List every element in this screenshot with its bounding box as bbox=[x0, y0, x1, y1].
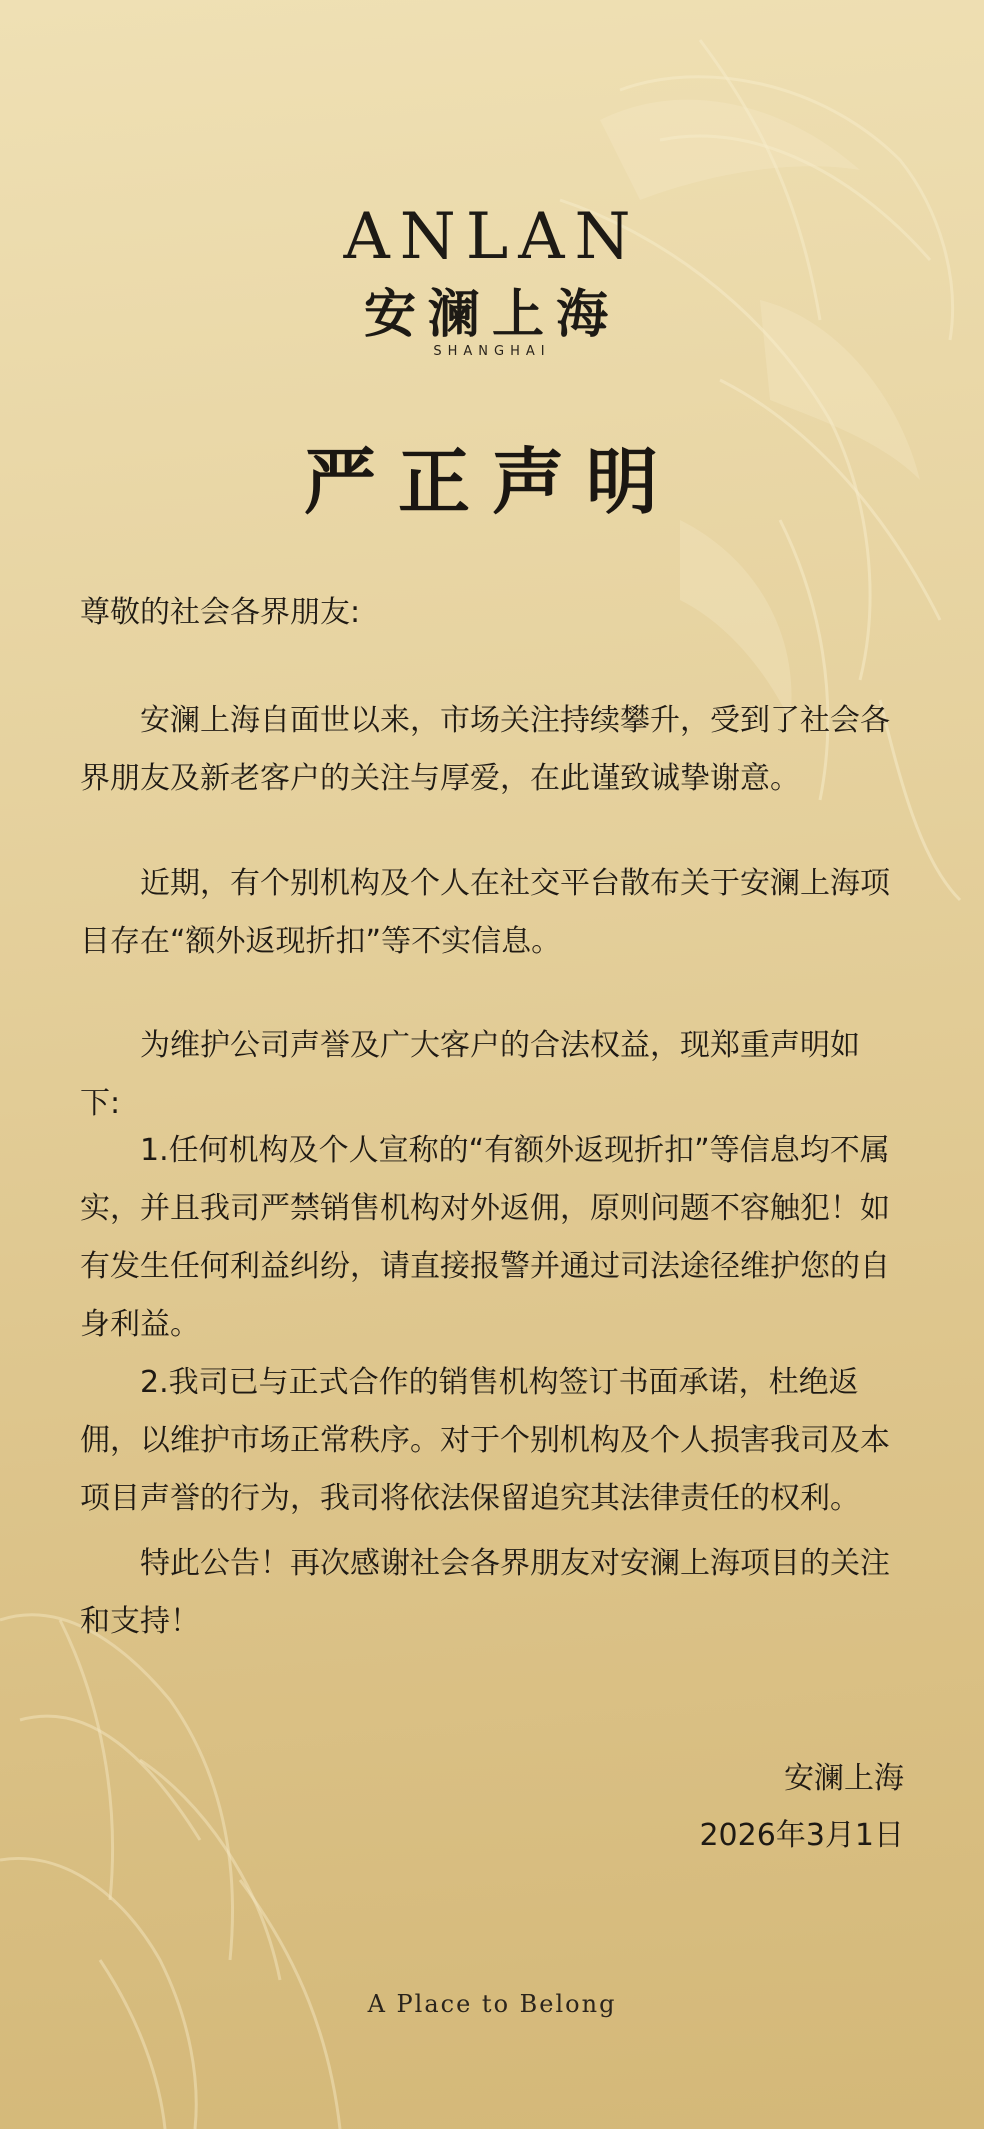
paragraph-closing: 特此公告！再次感谢社会各界朋友对安澜上海项目的关注和支持！ bbox=[80, 1546, 890, 1639]
brand-logo-city: SHANGHAI bbox=[433, 344, 551, 359]
salutation: 尊敬的社会各界朋友: bbox=[80, 595, 361, 630]
paragraph-statement-intro: 为维护公司声誉及广大客户的合法权益，现郑重声明如下: bbox=[80, 1028, 860, 1121]
page-title: 严正声明 bbox=[303, 440, 680, 524]
statement-item-2: 2.我司已与正式合作的销售机构签订书面承诺，杜绝返佣，以维护市场正常秩序。对于个别机构及个人损害我司及本项目声誉的行为，我司将依法保留追究其法律责任的权利。 bbox=[80, 1365, 890, 1516]
brand-slogan: A Place to Belong bbox=[367, 1990, 617, 2018]
signature-company: 安澜上海 bbox=[784, 1761, 904, 1796]
statement-item-1: 1.任何机构及个人宣称的“有额外返现折扣”等信息均不属实，并且我司严禁销售机构对外返佣，原则问题不容触犯！如有发生任何利益纠纷，请直接报警并通过司法途径维护您的自身利益。 bbox=[80, 1133, 890, 1342]
brand-logo-chinese: 安澜上海 bbox=[363, 285, 620, 345]
brand-logo-english: ANLAN bbox=[343, 200, 641, 274]
paragraph-appreciation: 安澜上海自面世以来，市场关注持续攀升，受到了社会各界朋友及新老客户的关注与厚爱，在此谨致诚挚谢意。 bbox=[80, 703, 890, 796]
signature-date: 2026年3月1日 bbox=[699, 1818, 904, 1853]
paragraph-rumor: 近期，有个别机构及个人在社交平台散布关于安澜上海项目存在“额外返现折扣”等不实信息。 bbox=[80, 866, 890, 959]
